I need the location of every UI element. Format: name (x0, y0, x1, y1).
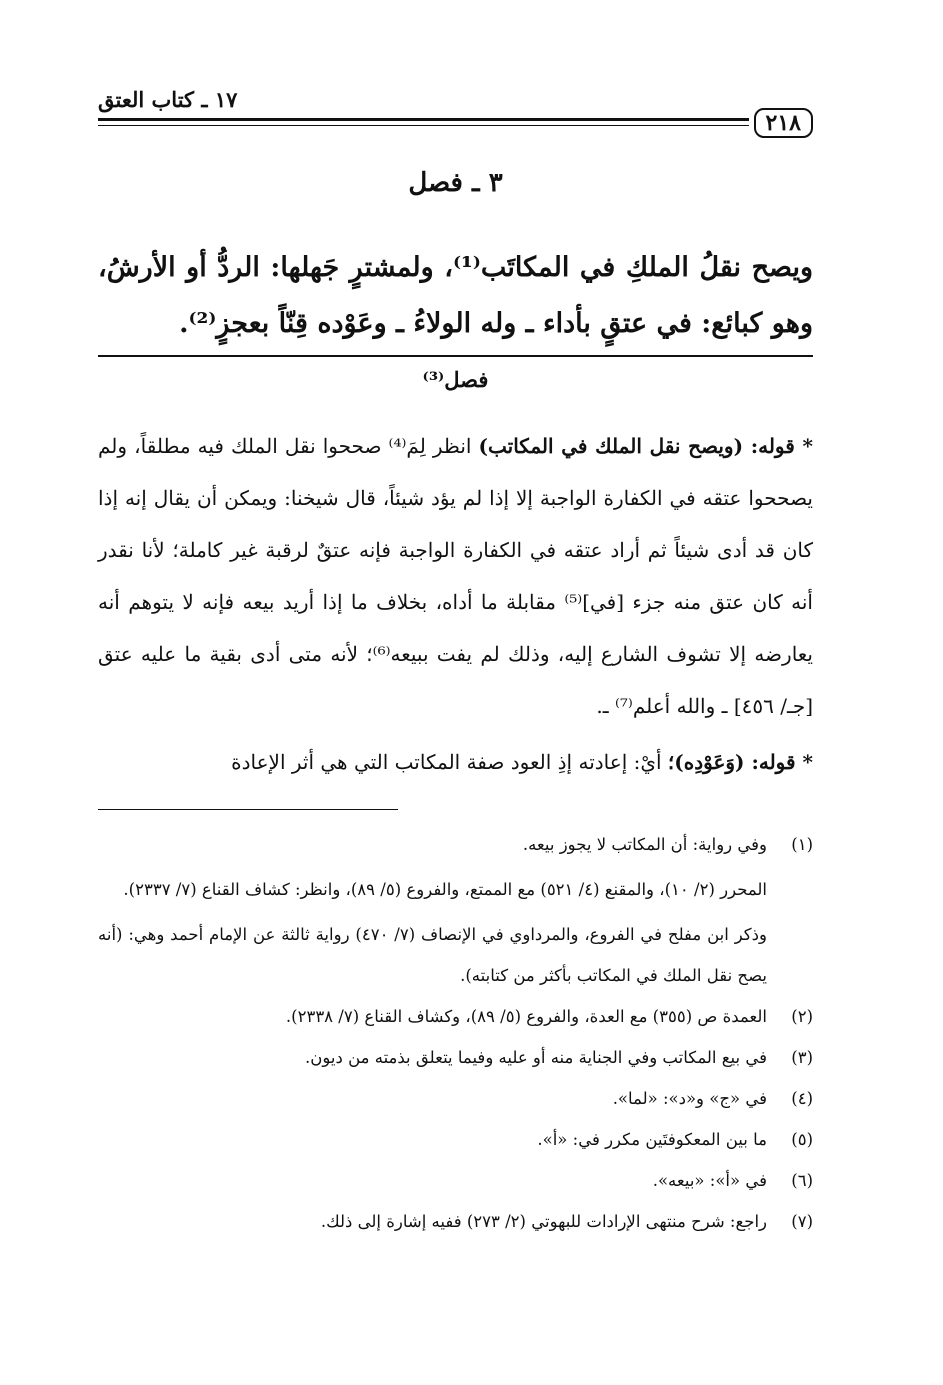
footnote-text: ما بين المعكوفتَين مكرر في: «أ». (537, 1130, 767, 1149)
footnote-number: (٣) (791, 1048, 813, 1067)
footnotes (98, 824, 813, 1242)
footnote-body (98, 1160, 767, 1201)
footnote-number: (١) (791, 835, 813, 854)
header-rule-thick (98, 118, 749, 121)
footnote-5 (98, 1119, 813, 1160)
commentary-body (98, 420, 813, 788)
book-page (98, 0, 813, 1385)
page-header (98, 86, 813, 136)
footnote-number: (٥) (791, 1130, 813, 1149)
matn-divider (98, 355, 813, 357)
running-title: ١٧ ـ كتاب العتق (98, 87, 238, 112)
commentary-lead: * قوله: (وَعَوْدِه)؛ (667, 750, 813, 774)
footnote-text: في «ج» و«د»: «لما». (612, 1089, 767, 1108)
footnote-body (98, 996, 767, 1037)
footnote-3 (98, 1037, 813, 1078)
footnote-text: راجع: شرح منتهى الإرادات للبهوتي (٢/ ٢٧٣) ففيه إشارة إلى ذلك. (320, 1212, 767, 1231)
section-title: ٣ ـ فصل (408, 168, 503, 198)
footnote-text: في بيع المكاتب وفي الجناية منه أو عليه وفيما يتعلق بذمته من ديون. (305, 1048, 767, 1067)
footnote-text: المحرر (٢/ ١٠)، والمقنع (٤/ ٥٢١) مع الممتع، والفروع (٥/ ٨٩)، وانظر: كشاف القناع (٧/ ٢٣٣٧). (123, 880, 767, 899)
footnote-body (98, 1119, 767, 1160)
footnote-number: (٦) (791, 1171, 813, 1190)
page-number: ٢١٨ (754, 108, 813, 138)
footnote-body (98, 824, 767, 996)
footnote-separator (98, 809, 398, 810)
matn-text: ويصح نقلُ الملكِ في المكاتَب⁽¹⁾، ولمشترٍ جَهلها: الردُّ أو الأرشُ، وهو كبائع: في عتقٍ بأداء ـ وله الولاءُ ـ وعَوْده قِنّاً بعجزٍ⁽²⁾. (98, 252, 813, 339)
footnote-6 (98, 1160, 813, 1201)
footnote-1 (98, 824, 813, 996)
footnote-text: العمدة ص (٣٥٥) مع العدة، والفروع (٥/ ٨٩)، وكشاف القناع (٧/ ٢٣٣٨). (285, 1007, 767, 1026)
commentary-text: أيْ: إعادته إذِ العود صفة المكاتب التي هي أثر الإعادة (231, 750, 668, 774)
footnote-body (98, 1078, 767, 1119)
commentary-lead: * قوله: (ويصح نقل الملك في المكاتب) (478, 434, 813, 458)
footnote-text: وذكر ابن مفلح في الفروع، والمرداوي في الإنصاف (٧/ ٤٧٠) رواية ثالثة عن الإمام أحمد وهي: (أنه يصح نقل الملك في المكاتب بأكثر من كتابته). (98, 925, 767, 985)
commentary-paragraph (98, 420, 813, 732)
commentary-paragraph (98, 736, 813, 788)
footnote-text: في «أ»: «بيعه». (652, 1171, 767, 1190)
footnote-body (98, 1037, 767, 1078)
commentary-text: انظر لِمَ⁽⁴⁾ صححوا نقل الملك فيه مطلقاً، ولم يصححوا عتقه في الكفارة الواجبة إلا إذا لم يؤد شيئاً، قال شيخنا: ويمكن أن يقال إنه إذا كان قد أدى شيئاً ثم أراد عتقه في الكفارة الواجبة فإنه عتقٌ لرقبة غير كاملة؛ لأنا نقدر أنه كان عتق منه جزء [في]⁽⁵⁾ مقابلة ما أداه، بخلاف ما إذا أريد بيعه فإنه لا يتوهم أنه يعارضه إلا تشوف الشارع إليه، وذلك لم يفت ببيعه⁽⁶⁾؛ لأنه متى أدى بقية ما عليه عتق [جـ/ ٤٥٦] ـ والله أعلم⁽⁷⁾ ـ. (98, 434, 814, 718)
footnote-number: (٤) (791, 1089, 813, 1108)
footnote-number: (٧) (791, 1212, 813, 1231)
footnote-text: وفي رواية: أن المكاتب لا يجوز بيعه. (522, 835, 767, 854)
commentary-heading: فصل⁽³⁾ (422, 367, 489, 392)
footnote-7 (98, 1201, 813, 1242)
header-rule-thin (98, 125, 749, 126)
footnote-4 (98, 1078, 813, 1119)
footnote-number: (٢) (791, 1007, 813, 1026)
footnote-body (98, 1201, 767, 1242)
footnote-2 (98, 996, 813, 1037)
